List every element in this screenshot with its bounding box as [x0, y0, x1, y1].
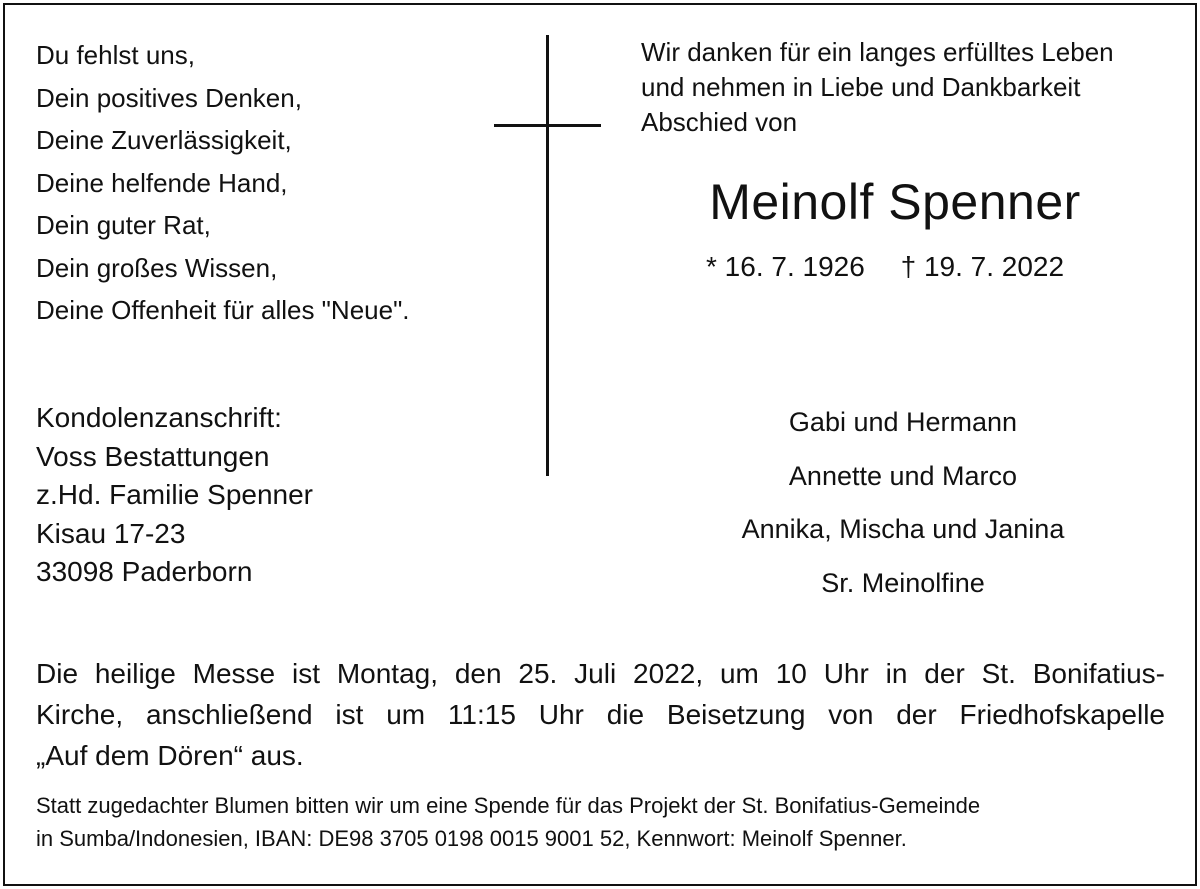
thanks-text — [641, 35, 1114, 140]
service-line: „Auf dem Dören“ aus. — [36, 740, 304, 771]
birth-date: * 16. 7. 1926 — [706, 251, 865, 282]
deceased-name: Meinolf Spenner — [709, 174, 1081, 230]
mourner: Gabi und Hermann — [788, 407, 1018, 437]
life-dates — [706, 248, 1064, 286]
death-date: † 19. 7. 2022 — [900, 251, 1065, 282]
service-line: Die heilige Messe ist Montag, den 25. Juli 2022, um 10 Uhr in der St. Bonifatius- — [36, 658, 1165, 689]
poem-line: Dein positives Denken, — [36, 82, 302, 113]
mourner: Annette und Marco — [788, 460, 1018, 491]
poem-line: Deine Zuverlässigkeit, — [36, 125, 292, 155]
poem-line: Deine Offenheit für alles "Neue". — [36, 295, 410, 325]
mourner: Annika, Mischa und Janina — [741, 514, 1065, 544]
thanks-line: Abschied von — [641, 107, 798, 137]
donation-line: Statt zugedachter Blumen bitten wir um eine Spende für das Projekt der St. Bonifatius-Gemeinde — [36, 793, 981, 818]
poem — [36, 34, 410, 332]
donation-note — [36, 789, 1166, 855]
address-street: Kisau 17-23 — [36, 517, 186, 549]
address-attention: z.Hd. Familie Spenner — [36, 479, 314, 510]
poem-line: Deine helfende Hand, — [36, 167, 288, 198]
address-label: Kondolenzanschrift: — [36, 402, 282, 433]
thanks-line: und nehmen in Liebe und Dankbarkeit — [641, 72, 1081, 102]
address-company: Voss Bestattungen — [36, 440, 270, 472]
donation-line: in Sumba/Indonesien, IBAN: DE98 3705 0198 0015 9001 52, Kennwort: Meinolf Spenner. — [36, 826, 907, 851]
service-line: Kirche, anschließend ist um 11:15 Uhr die Beisetzung von der Friedhofskapelle — [36, 699, 1165, 730]
service-announcement — [36, 653, 1165, 776]
poem-line: Dein großes Wissen, — [36, 252, 278, 283]
mourner: Sr. Meinolfine — [821, 567, 985, 598]
thanks-line: Wir danken für ein langes erfülltes Leben — [641, 37, 1114, 67]
mourners-list — [620, 396, 1186, 610]
condolence-address — [36, 399, 313, 592]
poem-line: Du fehlst uns, — [36, 40, 195, 70]
cross-icon-bar — [494, 124, 601, 127]
poem-line: Dein guter Rat, — [36, 210, 211, 240]
cross-icon — [546, 35, 549, 476]
address-city: 33098 Paderborn — [36, 556, 253, 587]
